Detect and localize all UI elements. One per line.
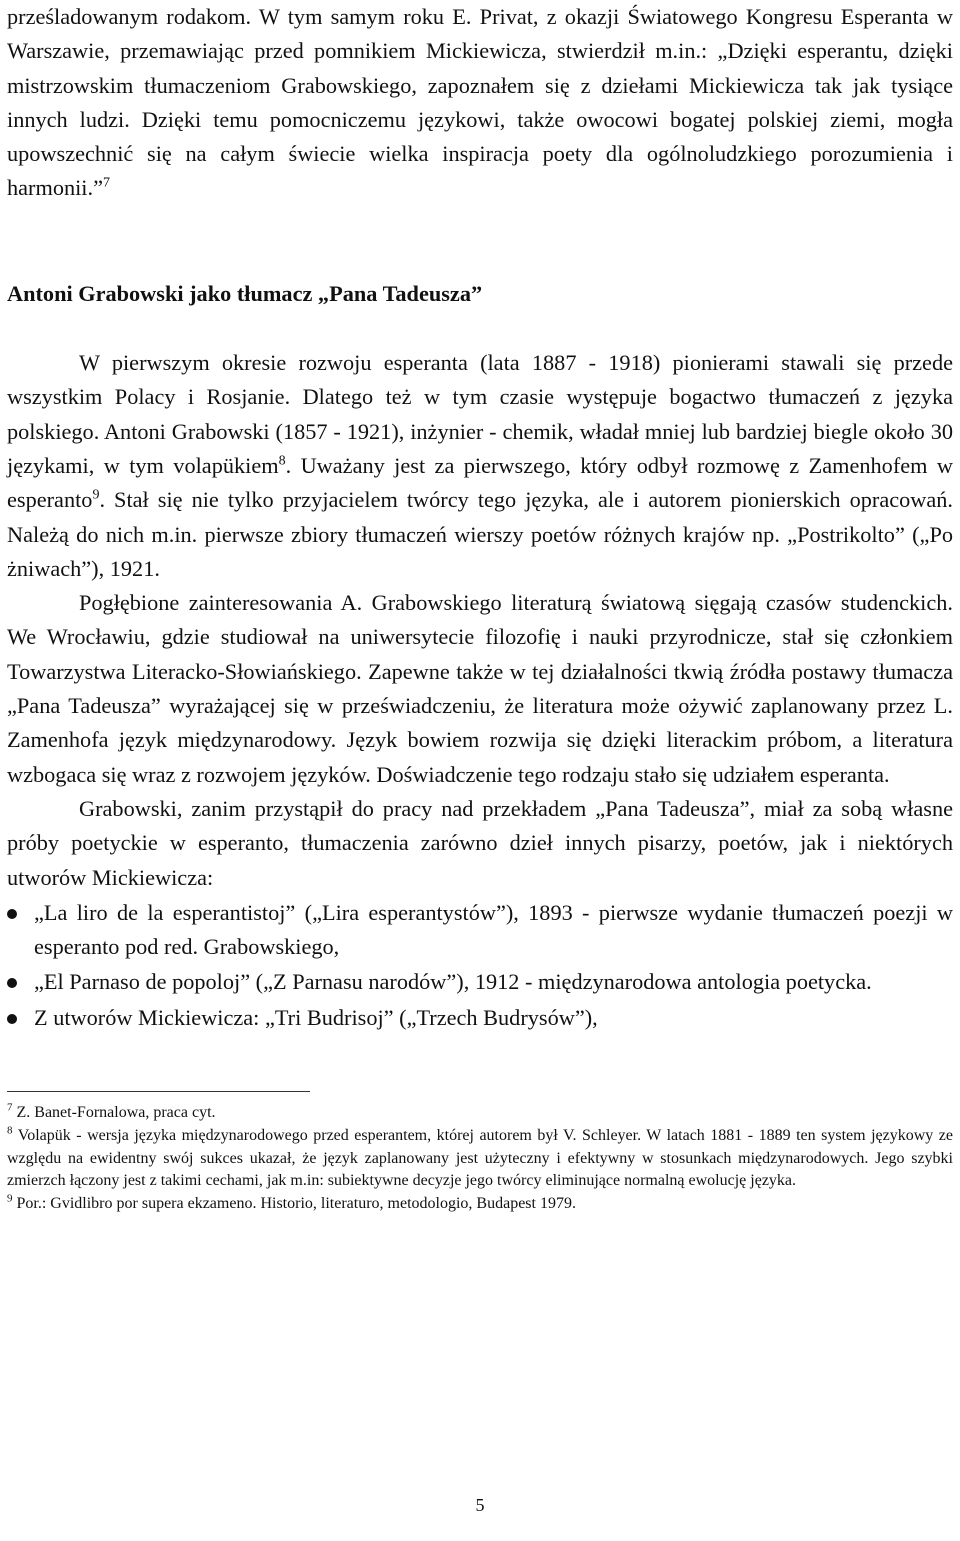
footnote-number: 9	[7, 1192, 13, 1205]
bullet-icon	[7, 909, 17, 919]
page-number: 5	[475, 1495, 485, 1515]
bullet-icon	[7, 1014, 17, 1024]
footnote-text: Por.: Gvidlibro por supera ekzameno. Historio, literaturo, metodologio, Budapest 1979.	[16, 1195, 576, 1213]
footnote-ref-8[interactable]: 8	[278, 453, 286, 469]
list-item-text: „El Parnaso de popoloj” („Z Parnasu narodów”), 1912 - międzynarodowa antologia poetycka.	[34, 969, 872, 995]
paragraph-grabowski-bio	[7, 346, 953, 586]
footnote-text: Z. Banet-Fornalowa, praca cyt.	[16, 1104, 216, 1122]
bullet-icon	[7, 978, 17, 988]
works-list	[7, 896, 953, 1035]
footnote-number: 7	[7, 1101, 13, 1114]
footnotes	[7, 1102, 953, 1216]
footnote-9	[7, 1193, 953, 1216]
section-heading: Antoni Grabowski jako tłumacz „Pana Tadeusza”	[7, 280, 483, 306]
footnote-separator	[7, 1091, 310, 1092]
paragraph-interests: Pogłębione zainteresowania A. Grabowskiego literaturą światową sięgają czasów studenckich. We Wrocławiu, gdzie studiował na uniwersytecie filozofię i nauki przyrodnicze, stał się członkiem Towarzystwa Literacko-Słowiańskiego. Zapewne także w tej działalności tkwią źródła postawy tłumacza „Pana Tadeusza” wyrażającej się w przeświadczeniu, że literatura może ożywić zaplanowany przez L. Zamenhofa język międzynarodowy. Język bowiem rozwija się dzięki literackim próbom, a literatura wzbogaca się wraz z rozwojem języków. Doświadczenie tego rodzaju stało się udziałem esperanta.	[7, 590, 953, 787]
list-item-text: „La liro de la esperantistoj” („Lira esperantystów”), 1893 - pierwsze wydanie tłumaczeń poezji w esperanto pod red. Grabowskiego,	[34, 899, 953, 960]
list-item-text: Z utworów Mickiewicza: „Tri Budrisoj” („Trzech Budrysów”),	[34, 1004, 598, 1030]
footnote-ref-7[interactable]: 7	[102, 176, 110, 192]
footnote-text: Volapük - wersja języka międzynarodowego przed esperantem, której autorem był V. Schleyer. W latach 1881 - 1889 ten system językowy ze względu na ewidentny swój sukces ukazał, że język zaplanowany jest użyteczny i efektywny w stosunkach międzynarodowych. Jego szybki zmierzch łączony jest z takimi cechami, jak m.in: subiektywne decyzje jego twórcy eliminujące normalną ewolucję języka.	[7, 1126, 953, 1190]
footnote-7	[7, 1102, 953, 1125]
document-page	[7, 0, 953, 1216]
paragraph-text: W pierwszym okresie rozwoju esperanta (lata 1887 - 1918) pionierami stawali się przede wszystkim Polacy i Rosjanie. Dlatego też w tym czasie występuje bogactwo tłumaczeń z języka polskiego. Antoni Grabowski (1857 - 1921), inżynier - chemik, władał mniej lub bardziej biegle około 30 językami, w tym volapükiem	[7, 350, 953, 478]
footnote-8	[7, 1125, 953, 1193]
paragraph-translations: Grabowski, zanim przystąpił do pracy nad przekładem „Pana Tadeusza”, miał za sobą własne próby poetyckie w esperanto, tłumaczenia zarówno dzieł innych pisarzy, poetów, jak i niektórych utworów Mickiewicza:	[7, 795, 953, 890]
footnote-number: 8	[7, 1124, 13, 1137]
list-item	[7, 896, 953, 965]
paragraph-privat-quote	[7, 0, 953, 206]
footnote-ref-9[interactable]: 9	[92, 487, 100, 503]
list-item	[7, 965, 953, 999]
paragraph-text: . Uważany jest za pierwszego, który odbył rozmowę z Zamenhofem w esperanto	[7, 452, 953, 513]
paragraph-text: prześladowanym rodakom. W tym samym roku E. Privat, z okazji Światowego Kongresu Esperanta w Warszawie, przemawiając przed pomnikiem Mickiewicza, stwierdził m.in.: „Dzięki esperantu, dzięki mistrzowskim tłumaczeniom Grabowskiego, zapoznałem się z dziełami Mickiewicza tak jak tysiące innych ludzi. Dzięki temu pomocniczemu językowi, także owocowi bogatej polskiej ziemi, mogła upowszechnić się na całym świecie wielka inspiracja poety dla ogólnoludzkiego porozumienia i harmonii.”	[7, 4, 953, 201]
paragraph-text: . Stał się nie tylko przyjacielem twórcy tego języka, ale i autorem pionierskich opracowań. Należą do nich m.in. pierwsze zbiory tłumaczeń wierszy poetów różnych krajów np. „Postrikolto” („Po żniwach”), 1921.	[7, 487, 953, 581]
list-item	[7, 1001, 953, 1035]
